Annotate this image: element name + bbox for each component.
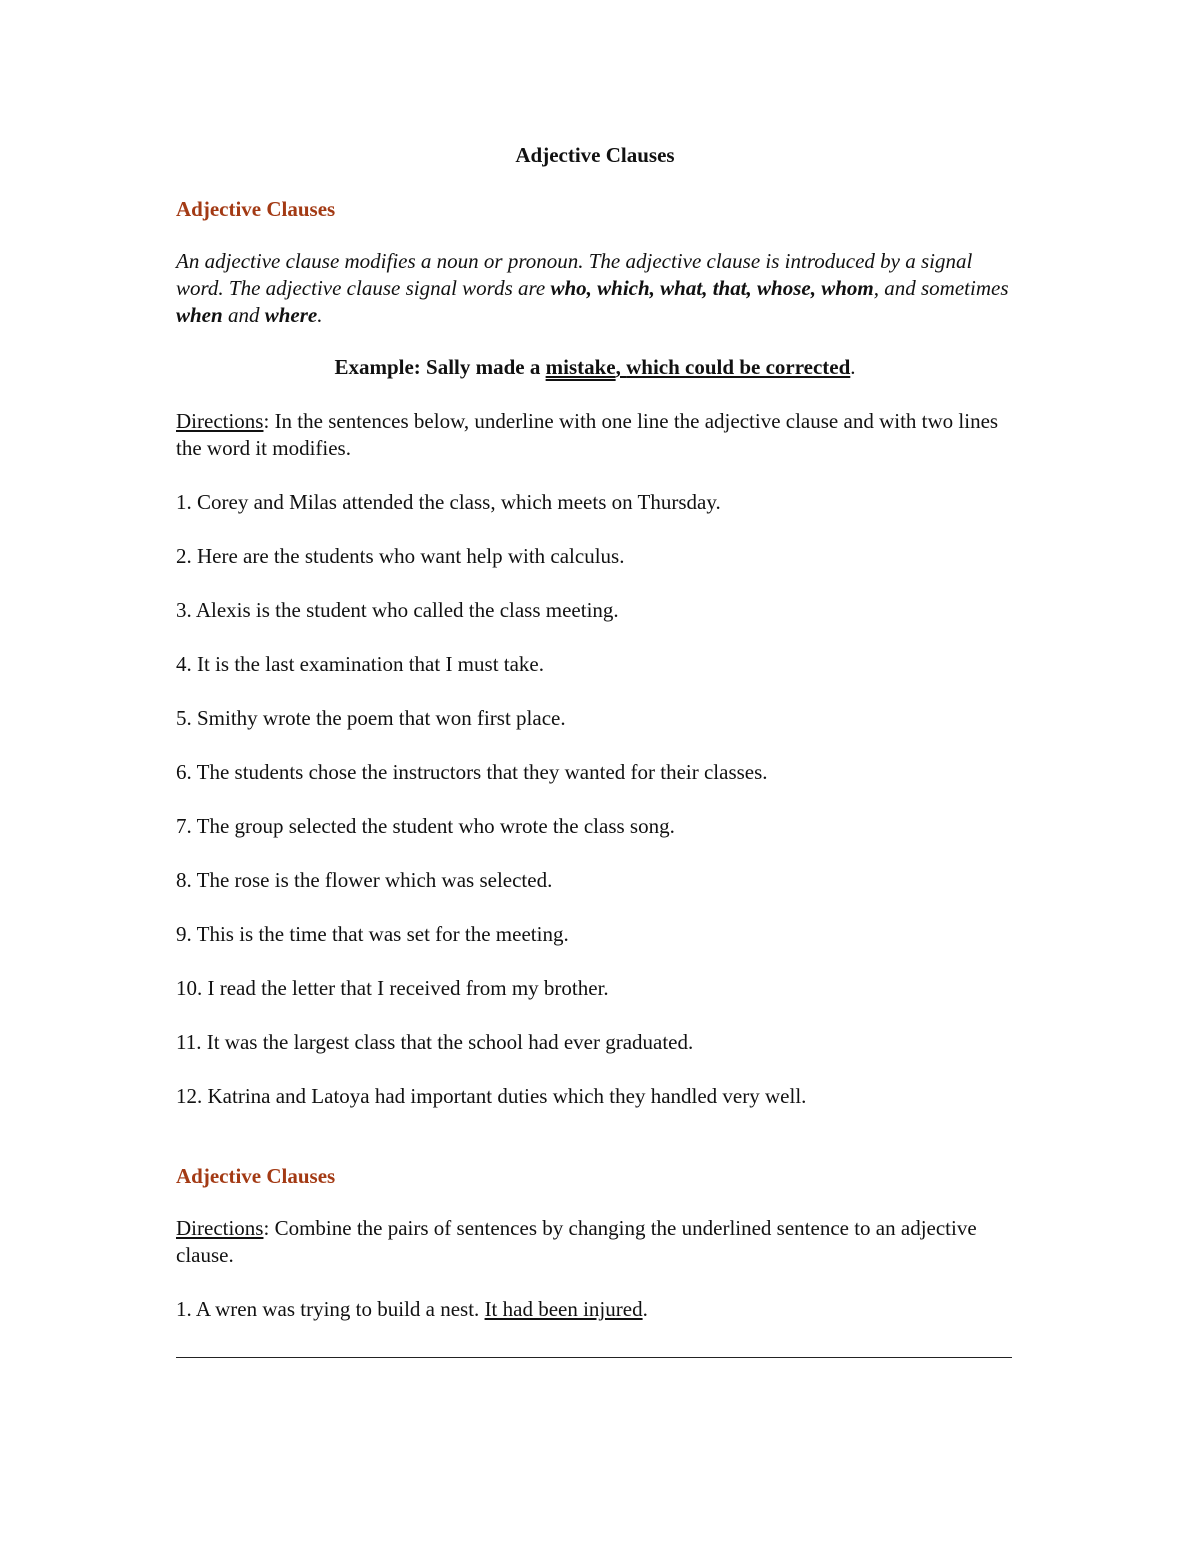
directions-label: Directions [176,409,264,433]
directions-text: : Combine the pairs of sentences by changing the underlined sentence to an adjective clause. [176,1216,977,1267]
combine-item-prefix: 1. A wren was trying to build a nest. [176,1297,485,1321]
combine-item-underlined: It had been injured [484,1297,643,1321]
signal-words: who, which, what, that, whose, whom [550,276,874,300]
signal-where: where [264,303,318,327]
document-page [176,140,1014,1358]
directions-1 [176,408,1014,462]
list-item: 3. Alexis is the student who called the class meeting. [176,598,619,622]
list-item: 8. The rose is the flower which was selected. [176,868,553,892]
directions-label: Directions [176,1216,264,1240]
list-item: 9. This is the time that was set for the meeting. [176,922,569,946]
intro-and: and [222,303,265,327]
directions-2 [176,1215,1014,1269]
intro-end: . [317,303,323,327]
list-item: 1. Corey and Milas attended the class, which meets on Thursday. [176,490,721,514]
signal-when: when [176,303,223,327]
example-prefix: Example: Sally made a [334,355,546,379]
combine-item-end: . [642,1297,648,1321]
list-item: 11. It was the largest class that the school had ever graduated. [176,1030,694,1054]
list-item: 5. Smithy wrote the poem that won first place. [176,706,566,730]
list-item: 12. Katrina and Latoya had important duties which they handled very well. [176,1084,807,1108]
combine-item-1 [176,1296,1014,1323]
list-item: 2. Here are the students who want help with calculus. [176,544,625,568]
intro-paragraph [176,248,1014,329]
page-title: Adjective Clauses [515,143,675,167]
example-sentence [176,354,1014,381]
section-heading-2: Adjective Clauses [176,1164,336,1188]
list-item: 4. It is the last examination that I must take. [176,652,545,676]
example-clause: which could be corrected [626,355,851,379]
example-modified-word: mistake [545,355,616,379]
list-item: 6. The students chose the instructors that they wanted for their classes. [176,760,768,784]
intro-middle: , and sometimes [873,276,1009,300]
answer-line[interactable] [176,1323,1012,1358]
section-heading-1: Adjective Clauses [176,197,336,221]
example-end: . [850,355,856,379]
intro-text: An adjective clause modifies a noun or pronoun. The adjective clause is introduced by a signal word. The adjective clause signal words are [176,249,973,300]
list-item: 10. I read the letter that I received from my brother. [176,976,609,1000]
list-item: 7. The group selected the student who wrote the class song. [176,814,675,838]
example-comma: , [615,355,627,379]
spacer [176,1137,1014,1161]
directions-text: : In the sentences below, underline with one line the adjective clause and with two lines the word it modifies. [176,409,999,460]
